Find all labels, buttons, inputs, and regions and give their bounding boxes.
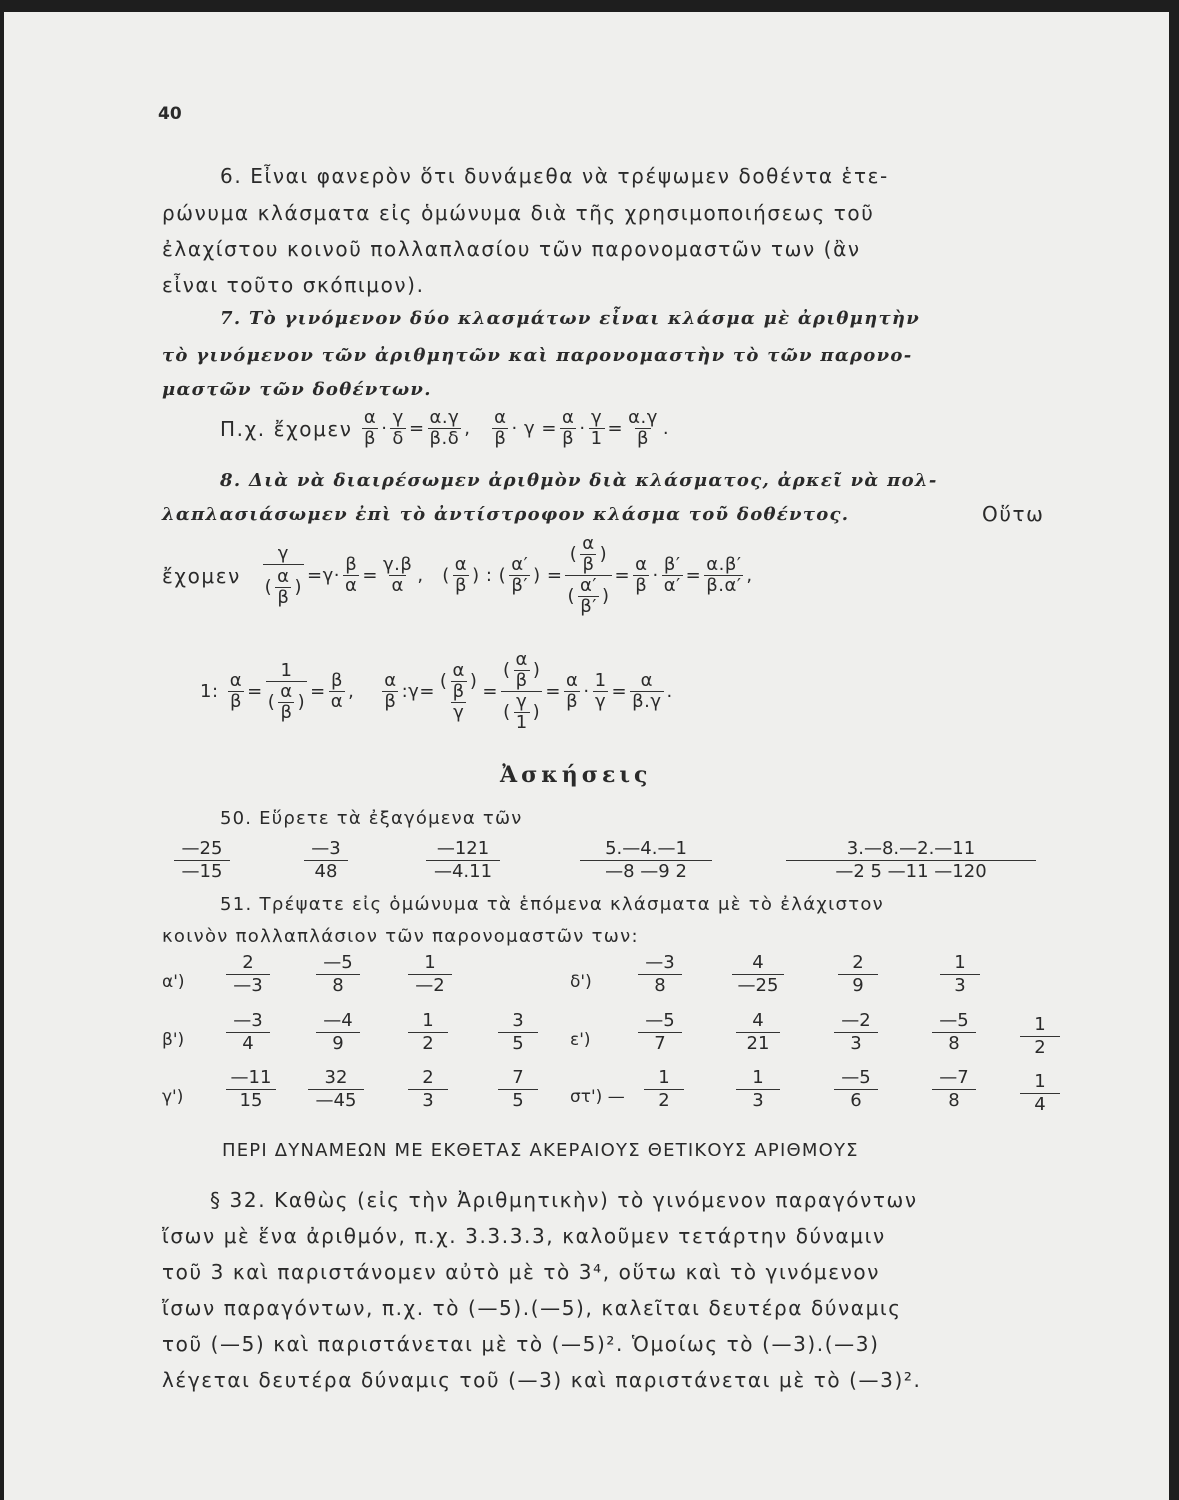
row-b-fraction: 3 5 xyxy=(498,1010,538,1055)
ex50-item-3: —121 —4.11 xyxy=(426,838,500,883)
row-label-d: δ') xyxy=(570,972,592,992)
row-e-fraction: —5 8 xyxy=(932,1010,976,1055)
p6-line-2: ρώνυμα κλάσματα εἰς ὁμώνυμα διὰ τῆς χρησιμοποιήσεως τοῦ xyxy=(162,201,875,225)
p6-line-3: ἐλαχίστου κοινοῦ πολλαπλασίου τῶν παρονομαστῶν των (ἂν xyxy=(162,237,861,261)
ex51-text-1: 51. Τρέψατε εἰς ὁμώνυμα τὰ ἑπόμενα κλάσματα μὲ τὸ ἐλάχιστον xyxy=(220,894,885,915)
row-e-fraction: —5 7 xyxy=(638,1010,682,1055)
row-label-c: γ') xyxy=(162,1087,184,1107)
row-e-fraction: —2 3 xyxy=(834,1010,878,1055)
row-b-fraction: 1 2 xyxy=(408,1010,448,1055)
p7-line-2: τὸ γινόμενον τῶν ἀριθμητῶν καὶ παρονομαστὴν τὸ τῶν παρονο- xyxy=(162,345,913,366)
row-d-fraction: 2 9 xyxy=(838,952,878,997)
row-label-b: β') xyxy=(162,1030,185,1050)
row-f-fraction: 1 2 xyxy=(644,1067,684,1112)
s32-line-1: § 32. Καθὼς (εἰς τὴν Ἀριθμητικὴν) τὸ γινόμενον παραγόντων xyxy=(210,1188,918,1212)
p8-line-1: 8. Διὰ νὰ διαιρέσωμεν ἀριθμὸν διὰ κλάσματος, ἀρκεῖ νὰ πολ- xyxy=(220,470,938,491)
ex50-item-1: —25 —15 xyxy=(174,838,230,883)
row-f-fraction: 1 3 xyxy=(736,1067,780,1112)
ex50-item-4: 5.—4.—1 —8 —9 2 xyxy=(580,838,712,883)
section-heading: ΠΕΡΙ ΔΥΝΑΜΕΩΝ ΜΕ ΕΚΘΕΤΑΣ ΑΚΕΡΑΙΟΥΣ ΘΕΤΙΚΟΥΣ ΑΡΙΘΜΟΥΣ xyxy=(222,1140,859,1161)
p8-line-2: λαπλασιάσωμεν ἐπὶ τὸ ἀντίστροφον κλάσμα τοῦ δοθέντος. xyxy=(162,504,850,525)
s32-line-5: τοῦ (—5) καὶ παριστάνεται μὲ τὸ (—5)². Ὁμοίως τὸ (—3).(—3) xyxy=(162,1332,880,1356)
p6-line-4: εἶναι τοῦτο σκόπιμον). xyxy=(162,273,425,297)
ex50-item-5: 3.—8.—2.—11 —2 5 —11 —120 xyxy=(786,838,1036,883)
row-d-fraction: —3 8 xyxy=(638,952,682,997)
s32-line-3: τοῦ 3 καὶ παριστάνομεν αὐτὸ μὲ τὸ 3⁴, οὕτω καὶ τὸ γινόμενον xyxy=(162,1260,881,1284)
exercises-title: Ἀσκήσεις xyxy=(500,762,652,788)
book-page xyxy=(4,12,1169,1500)
row-label-a: α') xyxy=(162,972,185,992)
row-f-fraction: —5 6 xyxy=(834,1067,878,1112)
row-e-fraction: 1 2 xyxy=(1020,1014,1060,1059)
example-label: Π.χ. ἔχομεν xyxy=(220,416,353,441)
row-f-fraction: —7 8 xyxy=(932,1067,976,1112)
page-number: 40 xyxy=(158,104,182,124)
p6-line-1: 6. Εἶναι φανερὸν ὅτι δυνάμεθα νὰ τρέψωμεν δοθέντα ἑτε- xyxy=(220,164,889,188)
row-b-fraction: —4 9 xyxy=(316,1010,360,1055)
p7-line-3: μαστῶν τῶν δοθέντων. xyxy=(162,379,432,400)
formula-product: Π.χ. ἔχομεν $\frac{\alpha}{\beta}$ · $\frac{\gamma}{\delta}$ = $\frac{\alpha.\gamma}{\beta.\delta}$ , $\frac{\alpha}{\beta}$ · γ = $\frac{\alpha}{\beta}$ · $\frac{\gamma}{1}$ = $\frac{\alpha.\gamma}{\beta}$ . xyxy=(220,407,670,449)
row-c-fraction: 32 —45 xyxy=(308,1067,364,1112)
row-c-fraction: 2 3 xyxy=(408,1067,448,1112)
s32-line-4: ἴσων παραγόντων, π.χ. τὸ (—5).(—5), καλεῖται δευτέρα δύναμις xyxy=(162,1296,902,1320)
row-c-fraction: —11 15 xyxy=(226,1067,276,1112)
ex50-item-2: —3 48 xyxy=(304,838,348,883)
row-e-fraction: 4 21 xyxy=(736,1010,780,1055)
formula-division-1: ἔχομεν γ ( $\frac{\alpha}{\beta}$ ) =γ· $\frac{\beta}{\alpha}$ = $\frac{\gamma.\beta}{\alpha}$ , ( $\frac{\alpha}{\beta}$ ) : ( $\frac{\alpha'}{\beta'}$ ) = ( $\frac{\alpha}{\beta}$ ) ( $\frac{\alpha'}{\beta'}$ ) = $\frac{\alpha}{\beta}$ · $\frac{\beta'}{\alpha'}$ = $\frac{\alpha.\beta'}{\beta.\alpha'}$ , xyxy=(162,533,753,617)
row-label-f: στ') — xyxy=(570,1087,625,1107)
p8-tail: Οὕτω xyxy=(982,502,1045,526)
ex50-text: 50. Εὕρετε τὰ ἐξαγόμενα τῶν xyxy=(220,808,523,829)
row-b-fraction: —3 4 xyxy=(226,1010,270,1055)
ex51-text-2: κοινὸν πολλαπλάσιον τῶν παρονομαστῶν των: xyxy=(162,926,639,947)
p7-line-1: 7. Τὸ γινόμενον δύο κλασμάτων εἶναι κλάσμα μὲ ἀριθμητὴν xyxy=(220,308,921,329)
s32-line-6: λέγεται δευτέρα δύναμις τοῦ (—3) καὶ παριστάνεται μὲ τὸ (—3)². xyxy=(162,1368,922,1392)
example-label-2: ἔχομεν xyxy=(162,563,241,588)
row-c-fraction: 7 5 xyxy=(498,1067,538,1112)
row-f-fraction: 1 4 xyxy=(1020,1071,1060,1116)
row-a-fraction: 2 —3 xyxy=(226,952,270,997)
row-label-e: ε') xyxy=(570,1030,591,1050)
formula-division-2: 1: $\frac{\alpha}{\beta}$ = 1 ( $\frac{\alpha}{\beta}$ ) = $\frac{\beta}{\alpha}$ , $\frac{\alpha}{\beta}$ :γ= ( $\frac{\alpha}{\beta}$ ) γ = ( $\frac{\alpha}{\beta}$ ) ( $\frac{\gamma}{1}$ ) = $\frac{\alpha}{\beta}$ · $\frac{1}{\gamma}$ = $\frac{\alpha}{\beta.\gamma}$ . xyxy=(200,649,673,733)
row-d-fraction: 1 3 xyxy=(940,952,980,997)
row-a-fraction: —5 8 xyxy=(316,952,360,997)
row-d-fraction: 4 —25 xyxy=(732,952,784,997)
s32-line-2: ἴσων μὲ ἕνα ἀριθμόν, π.χ. 3.3.3.3, καλοῦμεν τετάρτην δύναμιν xyxy=(162,1224,886,1248)
row-a-fraction: 1 —2 xyxy=(408,952,452,997)
